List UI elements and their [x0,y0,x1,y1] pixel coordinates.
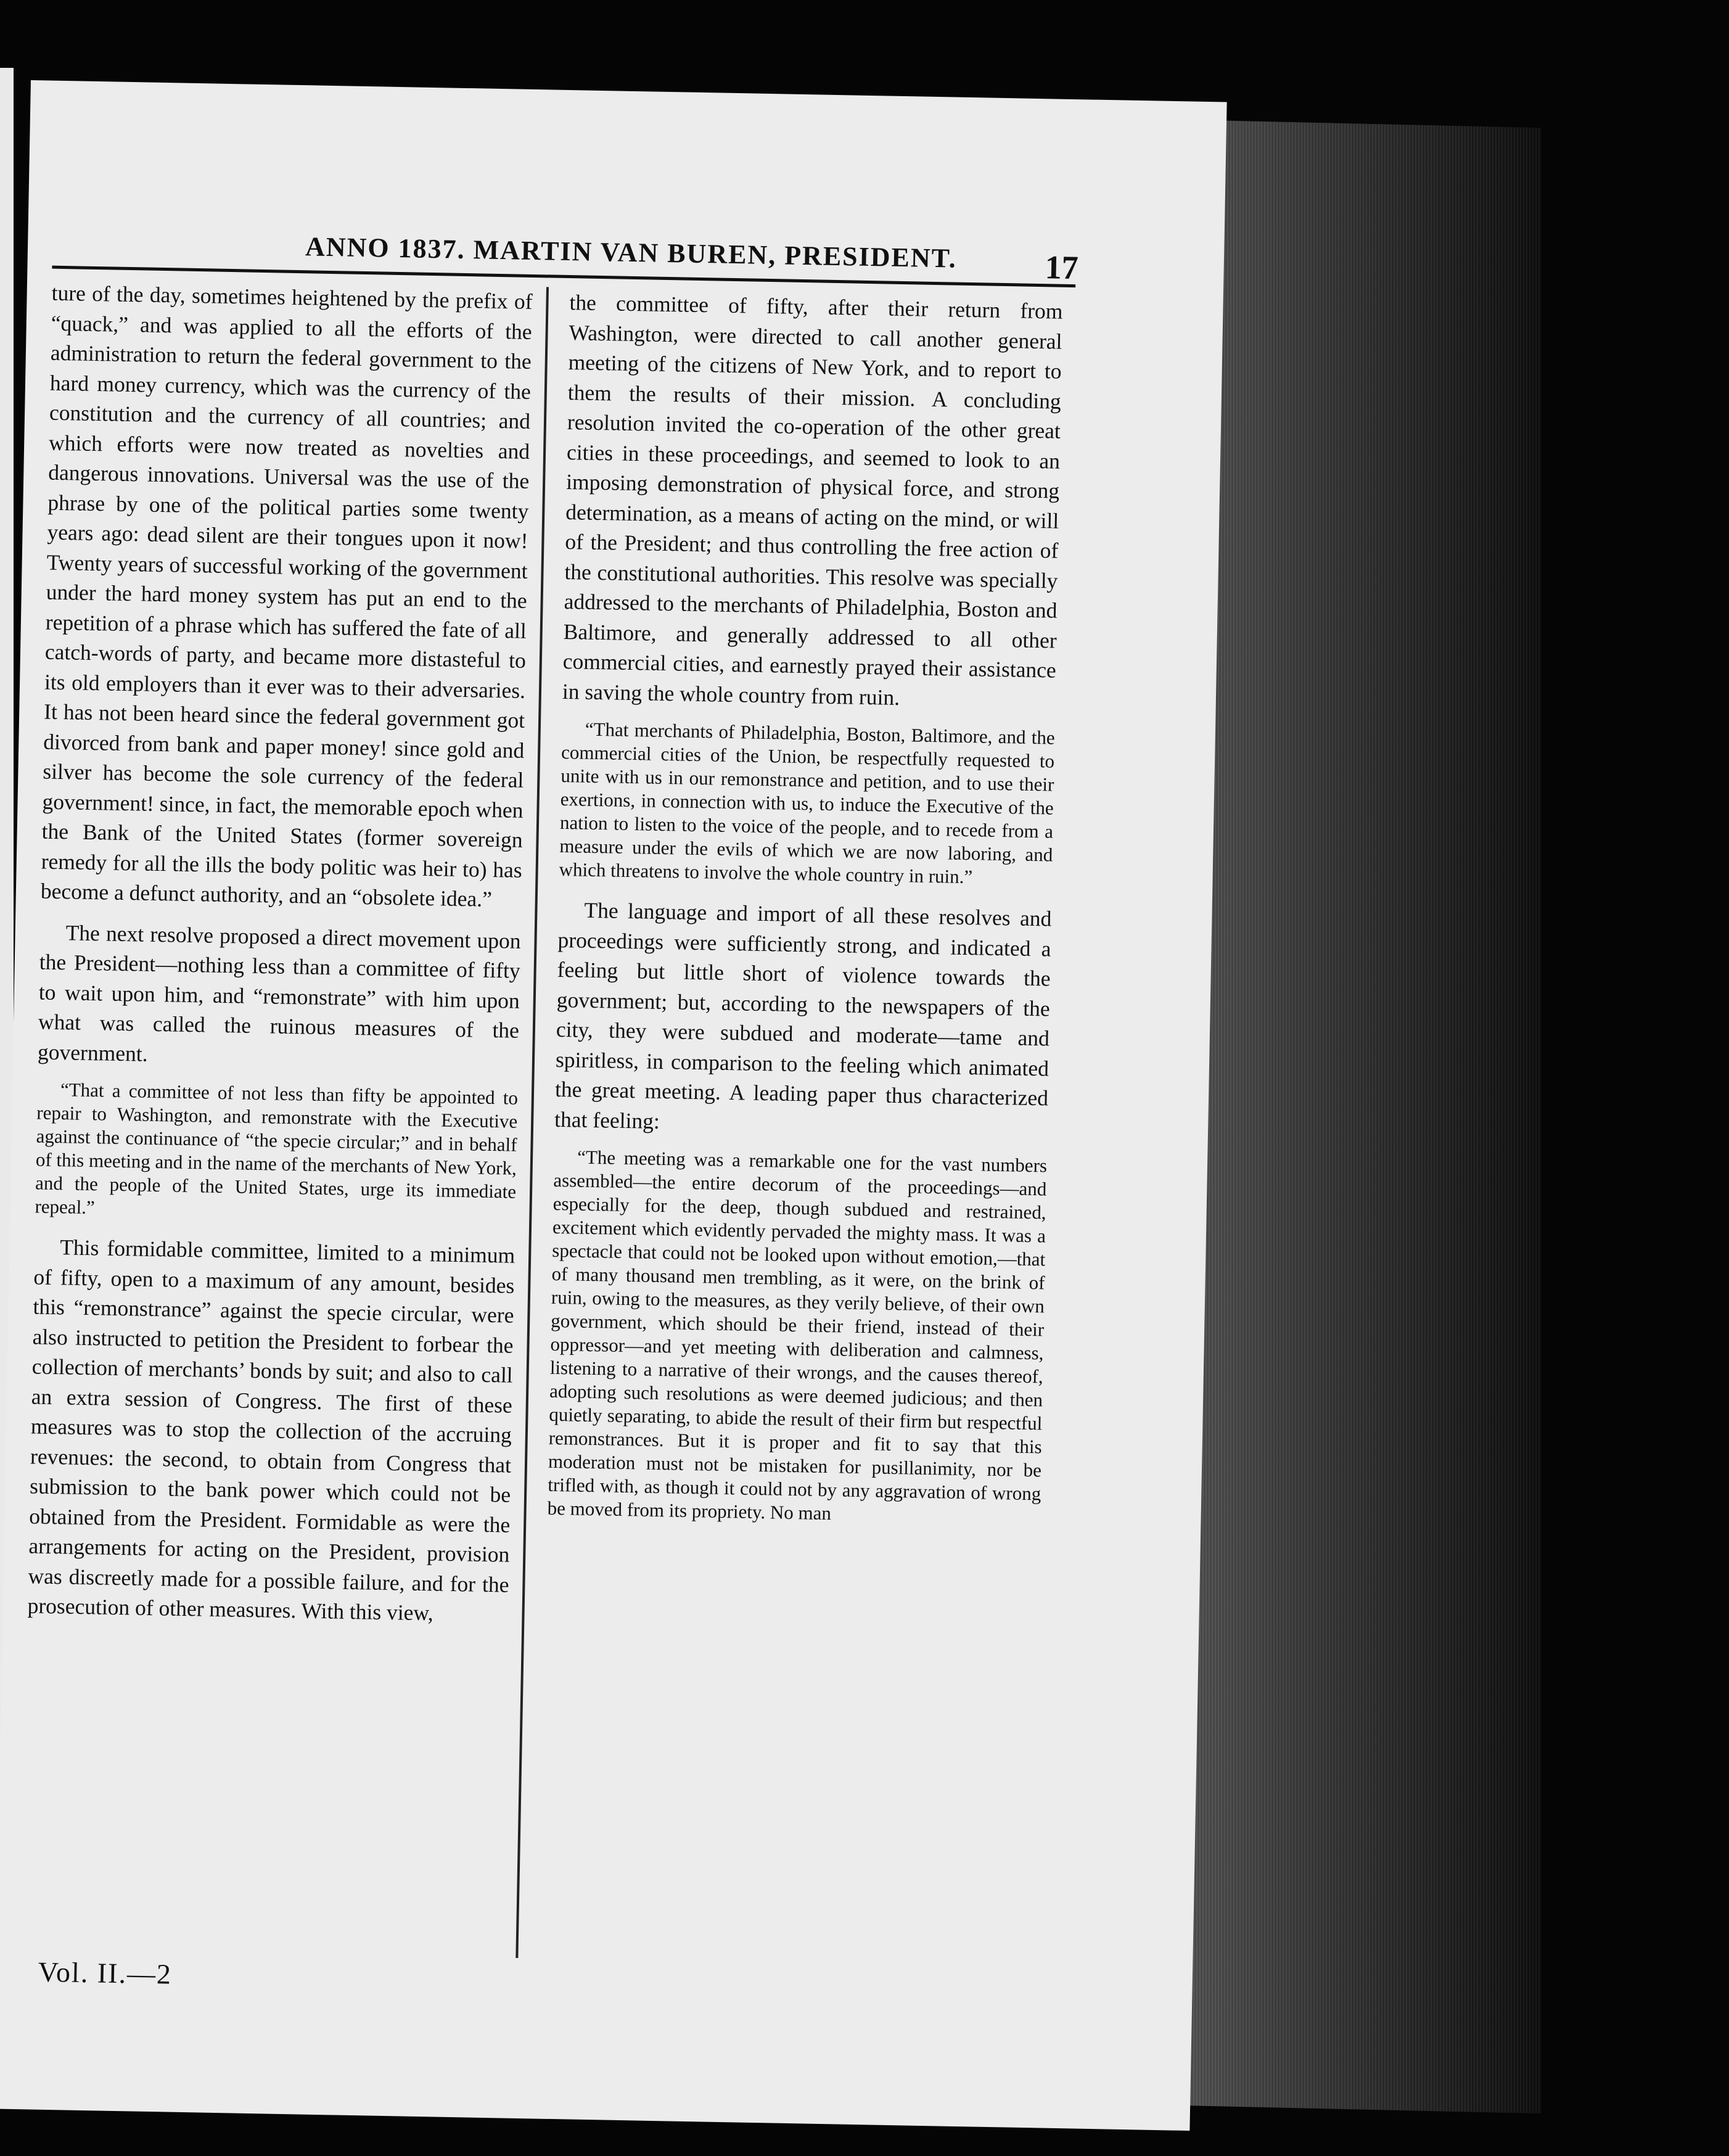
left-paragraph-1: ture of the day, sometimes heightened by the prefix of “quack,” and was applied to all the efforts of the administration to return the federal government to the hard money currency, which was the currency of the constitution and the currency of all countries; and which efforts were now treated as novelties and dangerous innovations. Universal was the use of the phrase by one of the political parties some twenty years ago: dead silent are their tongues upon it now! Twenty years of successful working of the government under the hard money system has put an end to the repetition of a phrase which has suffered the fate of all catch-words of party, and became more distasteful to its old employers than it ever was to their adversaries. It has not been heard since the federal government got divorced from bank and paper money! since gold and silver has become the sole currency of the federal government! since, in fact, the memorable epoch when the Bank of the United States (former sovereign remedy for all the ills the body politic was heir to) has become a defunct authority, and an “obsolete idea.” [40,280,533,911]
right-paragraph-1: the committee of fifty, after their return from Washington, were directed to call another general meeting of the citizens of New York, and to report to them the results of their mission. A concluding resolution invited the co-operation of the other great cities in these proceedings, and seemed to look to an imposing demonstration of physical force, and strong determination, as a means of acting on the mind, or will of the President; and thus controlling the free action of the constitutional authorities. This resolve was specially addressed to the merchants of Philadelphia, Boston and Baltimore, and generally addressed to all other commercial cities, and earnestly prayed their assistance in saving the whole country from ruin. [562,290,1063,710]
left-column [27,278,533,1640]
page-number: 17 [1045,249,1079,287]
running-head-title: ANNO 1837. MARTIN VAN BUREN, PRESIDENT. [305,231,958,274]
left-quote-1: “That a committee of not less than fifty be appointed to repair to Washington, and remonstrate with the Executive against the continuance of “the specie circular;” and in behalf of this meeting and in the name of the merchants of New York, and the people of the United States, urge its immediate repeal.” [35,1079,519,1219]
right-quote-2: “The meeting was a remarkable one for the vast numbers assembled—the entire decorum of the proceedings—and especially for the deep, though subdued and restrained, excitement which evidently pervaded the mighty mass. It was a spectacle that could not be looked upon without emotion,—that of many thousand men trembling, as it were, on the brink of ruin, owing to the measures, as they verily believe, of their own government, which should be their friend, instead of their oppressor—and yet meeting with deliberation and calmness, listening to a narrative of their wrongs, and the causes thereof, adopting such resolutions as were deemed judicious; and then quietly separating, to abide the result of their firm but respectful remonstrances. But it is proper and fit to say that this moderation must not be mistaken for pusillanimity, nor be trifled with, as though it could not by any aggravation of wrong be moved from its propriety. No man [547,1146,1048,1524]
book-page [0,80,1227,2131]
volume-signature: Vol. II.—2 [38,1956,173,1990]
left-paragraph-3: This formidable committee, limited to a minimum of fifty, open to a maximum of any amount, besides this “remonstrance” against the specie circular, were also instructed to petition the President to forbear the collection of merchants’ bonds by suit; and also to call an extra session of Congress. The first of these measures was to stop the collection of the accruing revenues: the second, to obtain from Congress that submission to the bank power which could not be obtained from the President. Formidable as were the arrangements for acting on the President, provision was discreetly made for a possible failure, and for the prosecution of other measures. With this view, [27,1235,515,1626]
right-paragraph-2: The language and import of all these resolves and proceedings were sufficiently strong, and indicated a feeling but little short of violence towards the government; but, according to the newspapers of the city, they were subdued and moderate—tame and spiritless, in comparison to the feeling which animated the great meeting. A leading paper thus characterized that feeling: [554,897,1052,1134]
left-paragraph-2: The next resolve proposed a direct movement upon the President—nothing less than a committee of fifty to wait upon him, and “remonstrate” with him upon what was called the ruinous measures of the government. [37,920,521,1066]
right-column [547,287,1063,1542]
running-head [52,226,1079,287]
right-quote-1: “That merchants of Philadelphia, Boston, Baltimore, and the commercial cities of the Union, be respectfully requested to unite with us in our remonstrance and petition, and to use their exertions, in connection with us, to induce the Executive of the nation to listen to the voice of the people, and to recede from a measure under the evils of which we are now laboring, and which threatens to involve the whole country in ruin.” [559,718,1056,888]
